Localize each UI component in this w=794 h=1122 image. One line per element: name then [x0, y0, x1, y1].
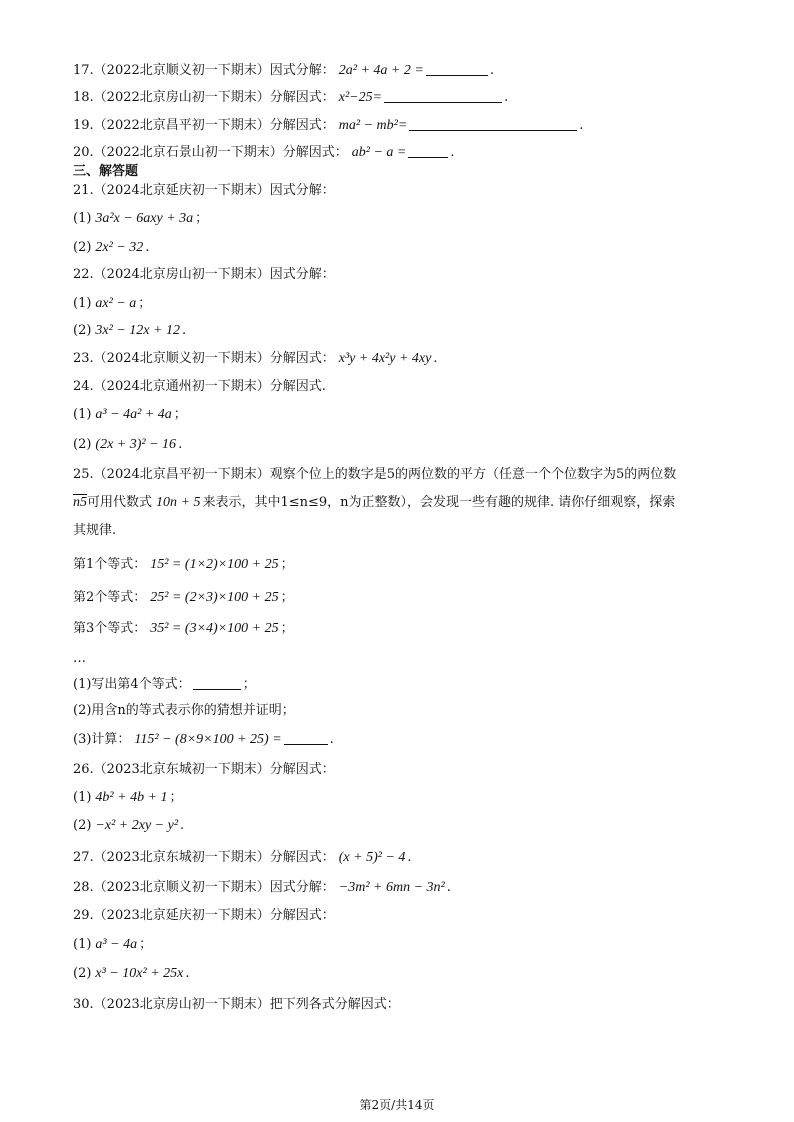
line-text: (1): [73, 937, 92, 952]
line-text: 18.（2022北京房山初一下期末）分解因式：: [73, 90, 335, 105]
question-line: [73, 907, 335, 925]
question-line: [73, 789, 183, 807]
line-text: (2): [73, 240, 92, 255]
line-text: 第1个等式：: [73, 557, 147, 572]
math-expression: a³ − 4a² + 4a: [95, 407, 172, 422]
question-line: [73, 589, 294, 607]
line-text: (3)计算：: [73, 732, 131, 747]
line-suffix: .: [178, 437, 183, 452]
question-line: [73, 350, 437, 368]
line-suffix: ；: [280, 557, 294, 572]
question-line: [73, 817, 184, 835]
line-text: 24.（2024北京通州初一下期末）分解因式.: [73, 379, 326, 394]
line-suffix: .: [489, 63, 494, 78]
answer-blank[interactable]: [426, 63, 488, 76]
line-suffix: .: [180, 818, 185, 833]
line-suffix: .: [407, 850, 412, 865]
question-line: [73, 522, 116, 540]
line-suffix: .: [450, 145, 455, 160]
line-suffix: ；: [195, 211, 209, 226]
question-line: [73, 849, 412, 867]
line-text: (2): [73, 323, 92, 338]
math-expression: ma² − mb²=: [338, 118, 408, 133]
line-text: 27.（2023北京东城初一下期末）分解因式：: [73, 850, 335, 865]
math-expression: 3a²x − 6axy + 3a: [95, 211, 194, 226]
math-expression: 3x² − 12x + 12: [95, 323, 180, 338]
line-suffix: 来表示，其中1≤n≤9，n为正整数），会发现一些有趣的规律. 请你仔细观察，探索: [202, 495, 676, 510]
line-suffix: .: [446, 880, 451, 895]
line-suffix: ；: [280, 590, 294, 605]
line-suffix: .: [433, 351, 438, 366]
math-expression: ax² − a: [95, 296, 137, 311]
math-expression: 10n + 5: [156, 495, 201, 510]
math-expression: 25² = (2×3)×100 + 25: [150, 590, 279, 605]
line-text: 30.（2023北京房山初一下期末）把下列各式分解因式：: [73, 997, 400, 1012]
line-text: 20.（2022北京石景山初一下期末）分解因式：: [73, 145, 348, 160]
question-line: [73, 239, 149, 257]
line-suffix: .: [329, 732, 334, 747]
question-line: [73, 144, 455, 162]
line-text: 可用代数式: [87, 495, 153, 510]
line-text: …: [73, 651, 86, 666]
line-suffix: ；: [280, 621, 294, 636]
line-suffix: .: [181, 323, 187, 338]
question-line: [73, 322, 186, 340]
line-suffix: .: [579, 118, 584, 133]
answer-blank[interactable]: [193, 677, 241, 690]
question-line: [73, 676, 256, 694]
line-text: (1): [73, 790, 92, 805]
line-suffix: ；: [173, 407, 187, 422]
question-line: [73, 378, 326, 396]
line-text: 23.（2024北京顺义初一下期末）分解因式：: [73, 351, 335, 366]
question-line: [73, 936, 152, 954]
question-line: [73, 494, 675, 512]
math-expression: 115² − (8×9×100 + 25) =: [134, 732, 282, 747]
math-expression: 15² = (1×2)×100 + 25: [150, 557, 279, 572]
question-line: [73, 620, 294, 638]
answer-blank[interactable]: [409, 118, 577, 131]
line-text: (2): [73, 818, 92, 833]
overline-number: n5: [73, 495, 87, 510]
question-line: [73, 879, 451, 897]
question-line: [73, 210, 208, 228]
math-expression: −3m² + 6mn − 3n²: [338, 880, 445, 895]
section-heading: [73, 163, 138, 181]
question-line: [73, 650, 86, 668]
line-text: 26.（2023北京东城初一下期末）分解因式：: [73, 762, 335, 777]
section-title: 三、解答题: [73, 164, 139, 179]
line-text: (2): [73, 966, 92, 981]
line-suffix: .: [145, 240, 150, 255]
line-suffix: ；: [138, 296, 152, 311]
line-text: (1): [73, 296, 92, 311]
line-suffix: .: [185, 966, 190, 981]
line-suffix: ；: [169, 790, 183, 805]
line-text: 28.（2023北京顺义初一下期末）因式分解：: [73, 880, 335, 895]
math-expression: −x² + 2xy − y²: [95, 818, 179, 833]
line-text: 其规律.: [73, 523, 117, 538]
line-text: 29.（2023北京延庆初一下期末）分解因式：: [73, 908, 335, 923]
line-text: (1): [73, 407, 92, 422]
line-text: 21.（2024北京延庆初一下期末）因式分解：: [73, 183, 335, 198]
math-expression: x³ − 10x² + 25x: [95, 966, 184, 981]
question-line: [73, 295, 151, 313]
math-expression: 4b² + 4b + 1: [95, 790, 168, 805]
line-text: 19.（2022北京昌平初一下期末）分解因式：: [73, 118, 335, 133]
page-footer: 第2页/共14页: [359, 1098, 435, 1112]
line-text: 第3个等式：: [73, 621, 147, 636]
math-expression: 2a² + 4a + 2 =: [338, 63, 424, 78]
line-text: 22.（2024北京房山初一下期末）因式分解：: [73, 267, 335, 282]
question-line: [73, 761, 335, 779]
question-line: [73, 89, 508, 107]
question-line: [73, 182, 335, 200]
line-suffix: ；: [242, 677, 256, 692]
answer-blank[interactable]: [408, 145, 448, 158]
answer-blank[interactable]: [384, 90, 502, 103]
math-expression: ab² − a =: [351, 145, 407, 160]
question-line: [73, 556, 294, 574]
line-text: 17.（2022北京顺义初一下期末）因式分解：: [73, 63, 335, 78]
question-line: [73, 466, 676, 484]
line-suffix: ；: [139, 937, 153, 952]
math-expression: 2x² − 32: [95, 240, 144, 255]
question-line: [73, 266, 335, 284]
question-line: [73, 62, 494, 80]
math-expression: (2x + 3)² − 16: [95, 437, 177, 452]
line-text: (1): [73, 211, 92, 226]
question-line: [73, 996, 400, 1014]
line-suffix: .: [504, 90, 509, 105]
math-expression: x³y + 4x²y + 4xy: [338, 351, 432, 366]
math-expression: x²−25=: [338, 90, 383, 105]
line-text: (2)用含n的等式表示你的猜想并证明；: [73, 703, 295, 718]
question-line: [73, 965, 190, 983]
math-expression: a³ − 4a: [95, 937, 138, 952]
line-text: (1)写出第4个等式：: [73, 677, 191, 692]
line-text: 25.（2024北京昌平初一下期末）观察个位上的数字是5的两位数的平方（任意一个个位数字为5的两位数: [73, 467, 677, 482]
answer-blank[interactable]: [284, 732, 328, 745]
question-line: [73, 436, 182, 454]
math-expression: 35² = (3×4)×100 + 25: [150, 621, 279, 636]
line-text: (2): [73, 437, 92, 452]
question-line: [73, 702, 295, 720]
math-expression: (x + 5)² − 4: [338, 850, 406, 865]
question-line: [73, 731, 334, 749]
question-line: [73, 117, 583, 135]
question-line: [73, 406, 187, 424]
line-text: 第2个等式：: [73, 590, 147, 605]
